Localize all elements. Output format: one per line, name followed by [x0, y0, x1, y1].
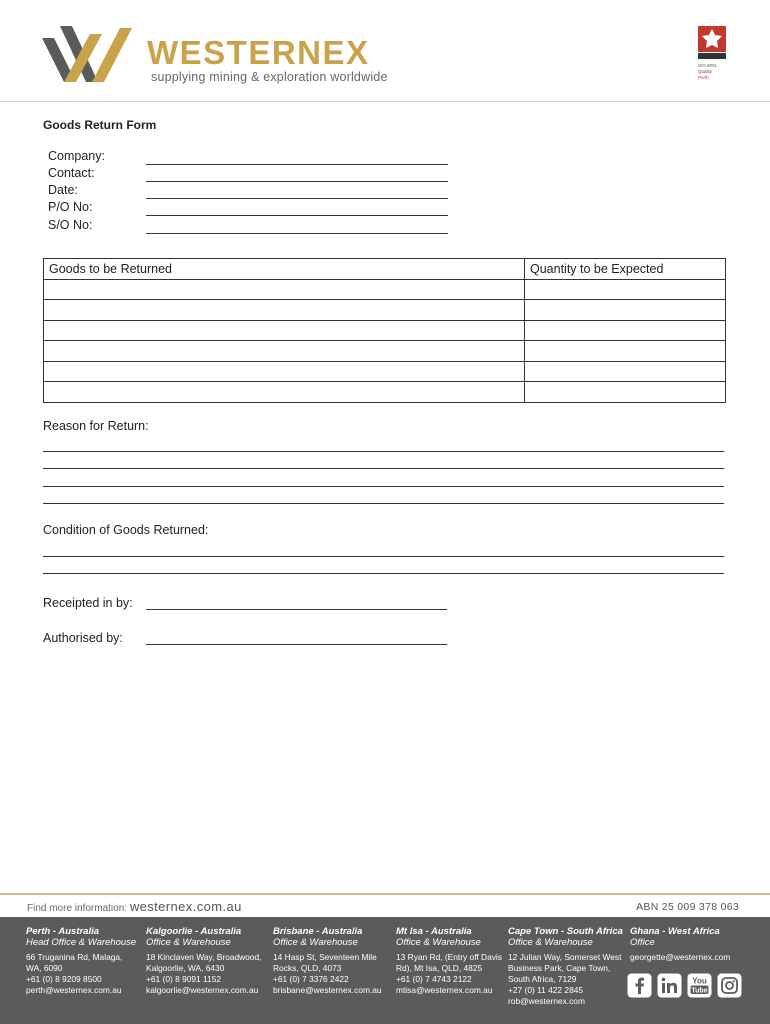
goods-cell[interactable]	[44, 361, 525, 382]
office-address: Business Park, Cape Town,	[508, 962, 611, 973]
contact-label: Contact:	[48, 166, 95, 180]
office-address: 14 Hasp St, Seventeen Mile	[273, 952, 377, 962]
so-number-input-line[interactable]	[146, 233, 448, 234]
quantity-cell[interactable]	[525, 341, 726, 362]
office-phone: +61 (0) 8 9209 8500	[26, 973, 102, 984]
date-input-line[interactable]	[146, 198, 448, 199]
westernex-logo-icon	[42, 26, 134, 82]
goods-table	[43, 258, 726, 403]
header-divider	[0, 101, 770, 102]
office-address: 18 Kinclaven Way, Broadwood,	[146, 952, 262, 962]
table-row	[44, 279, 726, 300]
quantity-cell[interactable]	[525, 300, 726, 321]
table-row	[44, 320, 726, 341]
form-title: Goods Return Form	[43, 118, 157, 132]
office-address: Rocks, QLD, 4073	[273, 962, 342, 973]
reason-line[interactable]	[43, 451, 724, 452]
table-row	[44, 341, 726, 362]
condition-label: Condition of Goods Returned:	[43, 523, 209, 537]
quantity-cell[interactable]	[525, 382, 726, 403]
office-address: South Africa, 7129	[508, 973, 577, 984]
footer-divider	[0, 893, 770, 895]
brand-name: WESTERNEX	[147, 34, 370, 71]
office-mt-isa	[396, 926, 502, 996]
office-email[interactable]: kalgoorlie@westernex.com.au	[146, 984, 259, 995]
website-link[interactable]: westernex.com.au	[129, 899, 242, 914]
cert-standard: ISO 9001	[698, 63, 718, 68]
youtube-word-you: You	[692, 976, 707, 986]
date-field[interactable]	[48, 183, 448, 201]
more-info	[27, 899, 242, 914]
office-kalgoorlie	[146, 926, 261, 996]
office-subtitle: Office & Warehouse	[146, 937, 231, 948]
office-email[interactable]: perth@westernex.com.au	[26, 984, 122, 995]
quantity-cell[interactable]	[525, 320, 726, 341]
linkedin-icon[interactable]	[657, 973, 682, 998]
office-subtitle: Office & Warehouse	[508, 937, 593, 948]
condition-line[interactable]	[43, 573, 724, 574]
goods-cell[interactable]	[44, 279, 525, 300]
office-address: Kalgoorlie, WA, 6430	[146, 962, 225, 973]
office-email[interactable]: rob@westernex.com	[508, 995, 585, 1006]
office-perth	[26, 926, 136, 996]
social-links	[627, 973, 742, 998]
company-input-line[interactable]	[146, 164, 448, 165]
po-number-field[interactable]	[48, 200, 448, 218]
office-subtitle: Office	[630, 937, 655, 948]
quantity-cell[interactable]	[525, 361, 726, 382]
office-title: Cape Town - South Africa	[508, 926, 623, 937]
office-email[interactable]: mtisa@westernex.com.au	[396, 984, 493, 995]
office-subtitle: Office & Warehouse	[273, 937, 358, 948]
goods-cell[interactable]	[44, 320, 525, 341]
authorised-input-line[interactable]	[146, 644, 447, 645]
table-row	[44, 300, 726, 321]
reason-label: Reason for Return:	[43, 419, 149, 433]
authorised-field[interactable]	[43, 629, 123, 647]
receipted-label: Receipted in by:	[43, 596, 133, 610]
office-title: Ghana - West Africa	[630, 926, 720, 937]
receipted-field[interactable]	[43, 594, 133, 612]
more-info-label: Find more information:	[27, 903, 128, 914]
office-phone: +27 (0) 11 422 2845	[508, 984, 584, 995]
office-brisbane	[273, 926, 382, 996]
goods-cell[interactable]	[44, 382, 525, 403]
so-number-label: S/O No:	[48, 218, 93, 232]
office-address: 13 Ryan Rd, (Entry off Davis	[396, 952, 502, 962]
office-subtitle: Office & Warehouse	[396, 937, 481, 948]
iso-certification-icon	[698, 26, 726, 60]
office-address: 66 Truganina Rd, Malaga,	[26, 952, 123, 962]
office-title: Perth - Australia	[26, 926, 100, 937]
youtube-icon[interactable]	[687, 973, 712, 998]
goods-table-header	[44, 259, 726, 280]
office-address: Rd), Mt Isa, QLD, 4825	[396, 962, 483, 973]
contact-input-line[interactable]	[146, 181, 448, 182]
company-label: Company:	[48, 149, 105, 163]
goods-cell[interactable]	[44, 341, 525, 362]
office-cape-town	[508, 926, 623, 1007]
company-field[interactable]	[48, 149, 448, 167]
contact-field[interactable]	[48, 166, 448, 184]
quantity-cell[interactable]	[525, 279, 726, 300]
office-title: Brisbane - Australia	[273, 926, 363, 937]
condition-line[interactable]	[43, 556, 724, 557]
abn-number: ABN 25 009 378 063	[636, 901, 739, 913]
office-address: 12 Julian Way, Somerset West	[508, 952, 622, 962]
office-subtitle: Head Office & Warehouse	[26, 937, 137, 948]
goods-cell[interactable]	[44, 300, 525, 321]
office-title: Kalgoorlie - Australia	[146, 926, 242, 937]
instagram-icon[interactable]	[717, 973, 742, 998]
reason-line[interactable]	[43, 503, 724, 504]
office-phone: +61 (0) 8 9091 1152	[146, 973, 222, 984]
office-address: WA, 6090	[26, 962, 63, 973]
goods-column-header: Goods to be Returned	[44, 259, 525, 280]
po-number-input-line[interactable]	[146, 215, 448, 216]
office-email[interactable]: georgette@westernex.com	[630, 952, 731, 962]
brand-tagline: supplying mining & exploration worldwide	[151, 70, 388, 84]
certification-badge	[698, 26, 728, 81]
po-number-label: P/O No:	[48, 200, 93, 214]
office-title: Mt Isa - Australia	[396, 926, 472, 937]
cert-location: Perth	[698, 75, 709, 80]
facebook-icon[interactable]	[627, 973, 652, 998]
office-ghana	[630, 926, 730, 963]
office-email[interactable]: brisbane@westernex.com.au	[273, 984, 382, 995]
office-phone: +61 (0) 7 4743 2122	[396, 973, 472, 984]
date-label: Date:	[48, 183, 78, 197]
reason-line[interactable]	[43, 486, 724, 487]
receipted-input-line[interactable]	[146, 609, 447, 610]
quantity-column-header: Quantity to be Expected	[525, 259, 726, 280]
so-number-field[interactable]	[48, 218, 448, 236]
office-phone: +61 (0) 7 3376 2422	[273, 973, 349, 984]
youtube-word-tube: Tube	[691, 987, 708, 995]
authorised-label: Authorised by:	[43, 631, 123, 645]
cert-type: Quality	[698, 69, 713, 74]
table-row	[44, 382, 726, 403]
reason-line[interactable]	[43, 468, 724, 469]
table-row	[44, 361, 726, 382]
